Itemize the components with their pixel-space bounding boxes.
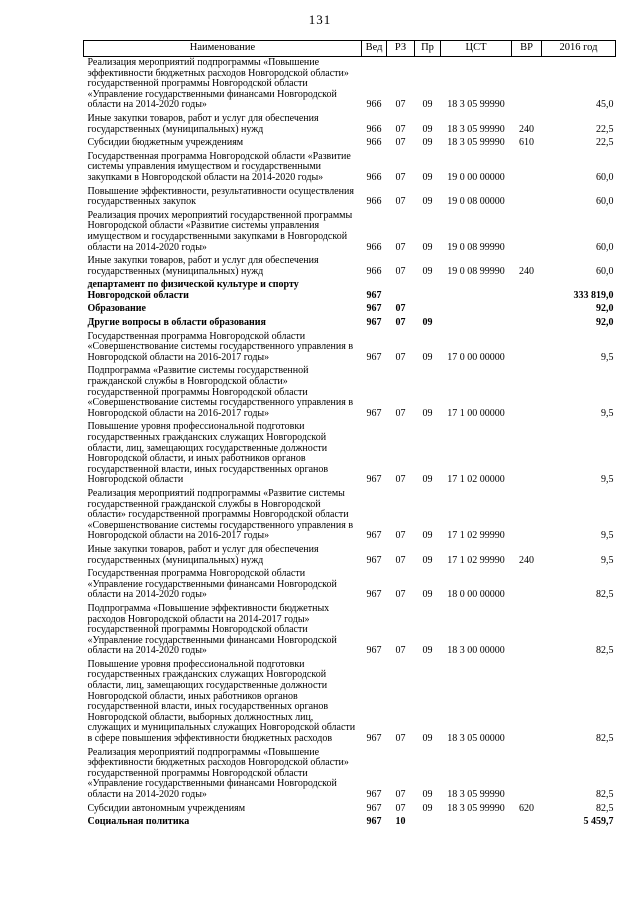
table-body — [84, 57, 616, 830]
cell-amount: 60,0 — [596, 171, 614, 183]
cell-name: Подпрограмма «Повышение эффективности бюджетных расходов Новгородской области на 2014-2017 годы» государственной программы Новгородской области «Управление государственными финансами Новгородской области на 2014-2020 годы» — [87, 602, 337, 657]
cell-vr: 620 — [519, 802, 534, 814]
cell-amount: 22,5 — [596, 137, 614, 149]
cell-name: Другие вопросы в области образования — [87, 317, 266, 329]
cell-name: Государственная программа Новгородской области «Развитие системы управления имуществом и государственными закупками в Новгородской области на 2014-2020 годы» — [87, 150, 351, 183]
table-row — [84, 303, 616, 317]
cell-ved: 967 — [366, 733, 382, 745]
cell-vr — [512, 747, 542, 803]
cell-cst: 19 0 08 00000 — [447, 196, 505, 208]
cell-vr — [512, 603, 542, 659]
cell-pr — [415, 816, 441, 830]
table-row — [84, 421, 616, 488]
cell-ved: 967 — [366, 303, 382, 315]
cell-cst — [441, 279, 512, 303]
cell-amount: 9,5 — [601, 530, 614, 542]
cell-ved: 966 — [366, 99, 382, 111]
cell-vr — [512, 186, 542, 210]
cell-name: Реализация мероприятий подпрограммы «Повышение эффективности бюджетных расходов Новгородской области» государственной программы Новгородской области «Управление государственными финансами Новгородской области на 2014-2020 годы» — [87, 57, 349, 111]
cell-amount: 92,0 — [596, 303, 614, 315]
cell-pr — [415, 279, 441, 303]
cell-rz: 07 — [395, 554, 406, 566]
cell-vr — [512, 303, 542, 317]
cell-name: Подпрограмма «Развитие системы государственной гражданской службы в Новгородской области» государственной программы Новгородской области «Совершенствование системы государственного управления в Новгородской области на 2016-2017 годы» — [87, 365, 354, 419]
cell-pr: 09 — [422, 265, 433, 277]
cell-cst: 17 1 00 00000 — [447, 407, 505, 419]
cell-ved: 967 — [366, 554, 382, 566]
cell-ved: 967 — [366, 645, 382, 657]
cell-amount: 22,5 — [596, 123, 614, 135]
cell-cst: 19 0 08 99990 — [447, 241, 505, 253]
cell-name: Реализация мероприятий подпрограммы «Повышение эффективности бюджетных расходов Новгородской области» государственной программы Новгородской области «Управление государственными финансами Новгородской области на 2014-2020 годы» — [87, 746, 349, 800]
cell-vr: 240 — [519, 554, 534, 566]
cell-amount: 82,5 — [596, 645, 614, 657]
cell-pr — [415, 303, 441, 317]
cell-ved: 967 — [366, 816, 382, 828]
cell-vr: 240 — [519, 265, 534, 277]
cell-amount: 60,0 — [596, 196, 614, 208]
cell-rz: 10 — [395, 816, 406, 828]
cell-amount: 9,5 — [601, 351, 614, 363]
cell-cst: 18 3 00 00000 — [447, 645, 505, 657]
cell-ved: 966 — [366, 171, 382, 183]
cell-ved: 966 — [366, 241, 382, 253]
cell-rz: 07 — [395, 407, 406, 419]
cell-rz: 07 — [395, 99, 406, 111]
cell-cst: 18 3 05 99990 — [447, 137, 505, 149]
cell-rz: 07 — [395, 171, 406, 183]
cell-vr — [512, 421, 542, 488]
cell-rz: 07 — [395, 802, 406, 814]
cell-pr: 09 — [422, 171, 433, 183]
cell-rz: 07 — [395, 196, 406, 208]
cell-rz: 07 — [395, 265, 406, 277]
cell-vr — [512, 568, 542, 603]
cell-name: Субсидии автономным учреждениям — [87, 802, 246, 814]
cell-amount: 5 459,7 — [583, 816, 614, 828]
cell-rz: 07 — [395, 733, 406, 745]
cell-pr: 09 — [422, 317, 433, 329]
cell-vr — [512, 210, 542, 255]
cell-name: Реализация мероприятий подпрограммы «Развитие системы государственной гражданской службы в Новгородской области» государственной программы Новгородской области «Совершенствование системы государственного управления в Новгородской области на 2016-2017 годы» — [87, 487, 354, 542]
cell-vr — [512, 816, 542, 830]
table-row — [84, 488, 616, 544]
cell-rz: 07 — [395, 351, 406, 363]
page-number: 131 — [308, 12, 332, 27]
cell-cst: 18 3 05 99990 — [447, 802, 505, 814]
cell-amount: 9,5 — [601, 554, 614, 566]
cell-rz: 07 — [395, 589, 406, 601]
cell-cst — [441, 317, 512, 331]
table-row — [84, 317, 616, 331]
cell-rz: 07 — [395, 241, 406, 253]
column-header-vr: ВР — [512, 41, 542, 57]
cell-pr: 09 — [422, 351, 433, 363]
cell-ved: 967 — [366, 789, 382, 800]
cell-cst: 17 1 02 99990 — [447, 554, 505, 566]
cell-rz: 07 — [395, 123, 406, 135]
cell-name: Иные закупки товаров, работ и услуг для обеспечения государственных (муниципальных) нужд — [87, 112, 319, 135]
cell-ved: 966 — [366, 137, 382, 149]
cell-cst: 19 0 00 00000 — [447, 171, 505, 183]
cell-amount: 82,5 — [596, 789, 614, 800]
cell-ved: 967 — [366, 474, 382, 486]
cell-name: Государственная программа Новгородской области «Совершенствование системы государственного управления в Новгородской области на 2016-2017 годы» — [87, 330, 354, 363]
cell-pr: 09 — [422, 241, 433, 253]
column-header-name: Наименование — [84, 41, 362, 57]
cell-pr: 09 — [422, 407, 433, 419]
cell-vr — [512, 331, 542, 366]
table-row — [84, 659, 616, 747]
cell-rz: 07 — [395, 137, 406, 149]
cell-ved: 967 — [366, 589, 382, 601]
cell-vr — [512, 151, 542, 186]
column-header-ved: Вед — [362, 41, 387, 57]
table-row — [84, 747, 616, 803]
cell-cst: 17 1 02 00000 — [447, 474, 505, 486]
cell-ved: 966 — [366, 123, 382, 135]
cell-amount: 45,0 — [596, 99, 614, 111]
cell-vr — [512, 279, 542, 303]
cell-cst: 19 0 08 99990 — [447, 265, 505, 277]
cell-amount: 92,0 — [596, 317, 614, 329]
cell-vr — [512, 659, 542, 747]
cell-cst: 17 1 02 99990 — [447, 530, 505, 542]
cell-cst: 18 3 05 00000 — [447, 733, 505, 745]
cell-ved: 967 — [366, 407, 382, 419]
cell-rz: 07 — [395, 474, 406, 486]
table-row — [84, 279, 616, 303]
table-row — [84, 331, 616, 366]
cell-pr: 09 — [422, 123, 433, 135]
cell-amount: 82,5 — [596, 802, 614, 814]
cell-pr: 09 — [422, 802, 433, 814]
cell-rz: 07 — [395, 317, 406, 329]
table-row — [84, 113, 616, 137]
cell-name: Образование — [87, 303, 146, 315]
cell-name: Социальная политика — [87, 816, 190, 828]
cell-amount: 60,0 — [596, 241, 614, 253]
table-row — [84, 255, 616, 279]
cell-pr: 09 — [422, 733, 433, 745]
cell-cst: 18 3 05 99990 — [447, 99, 505, 111]
cell-cst — [441, 816, 512, 830]
table-row — [84, 365, 616, 421]
cell-ved: 967 — [366, 530, 382, 542]
cell-vr: 240 — [519, 123, 534, 135]
cell-rz: 07 — [395, 645, 406, 657]
cell-name: Иные закупки товаров, работ и услуг для обеспечения государственных (муниципальных) нужд — [87, 543, 319, 566]
cell-vr — [512, 317, 542, 331]
column-header-cst: ЦСТ — [441, 41, 512, 57]
table-row — [84, 816, 616, 830]
cell-name: Повышение уровня профессиональной подготовки государственных гражданских служащих Новгородской области, лиц, замещающих государственные должности Новгородской области, иных работников органов государственной власти, иных государственных органов Новгородской области, выборных должностных лиц, служащих и муниципальных служащих Новгородской области в сфере повышения эффективности бюджетных расходов — [87, 658, 356, 745]
table-row — [84, 151, 616, 186]
table-row — [84, 544, 616, 568]
table-row — [84, 210, 616, 255]
cell-pr: 09 — [422, 137, 433, 149]
cell-name: Повышение уровня профессиональной подготовки государственных гражданских служащих Новгородской области, лиц, замещающих государственные должности Новгородской области, и иных работников органов государственной власти, иных государственных органов Новгородской области — [87, 421, 329, 486]
cell-vr — [512, 488, 542, 544]
cell-cst: 18 3 05 99990 — [447, 789, 505, 800]
cell-name: департамент по физической культуре и спорту Новгородской области — [87, 279, 299, 301]
cell-pr: 09 — [422, 645, 433, 657]
cell-pr: 09 — [422, 196, 433, 208]
cell-vr — [512, 365, 542, 421]
cell-ved: 967 — [366, 802, 382, 814]
cell-amount: 9,5 — [601, 474, 614, 486]
table-row — [84, 137, 616, 151]
cell-ved: 967 — [366, 317, 382, 329]
column-header-year: 2016 год — [542, 41, 616, 57]
cell-pr: 09 — [422, 530, 433, 542]
cell-name: Субсидии бюджетным учреждениям — [87, 137, 244, 149]
cell-pr: 09 — [422, 554, 433, 566]
table-header-row — [84, 41, 616, 57]
table-row — [84, 568, 616, 603]
table-row — [84, 186, 616, 210]
cell-pr: 09 — [422, 474, 433, 486]
cell-ved: 967 — [366, 351, 382, 363]
cell-vr — [512, 57, 542, 113]
cell-name: Иные закупки товаров, работ и услуг для обеспечения государственных (муниципальных) нужд — [87, 255, 319, 277]
cell-name: Государственная программа Новгородской области «Управление государственными финансами Новгородской области на 2014-2020 годы» — [87, 568, 337, 601]
cell-pr: 09 — [422, 589, 433, 601]
cell-cst: 17 0 00 00000 — [447, 351, 505, 363]
cell-cst — [441, 303, 512, 317]
cell-vr: 610 — [519, 137, 534, 149]
cell-amount: 9,5 — [601, 407, 614, 419]
cell-rz: 07 — [395, 530, 406, 542]
budget-table — [83, 40, 616, 830]
cell-rz: 07 — [395, 789, 406, 800]
cell-cst: 18 3 05 99990 — [447, 123, 505, 135]
table-row — [84, 803, 616, 817]
cell-amount: 82,5 — [596, 589, 614, 601]
table-row — [84, 603, 616, 659]
table-row — [84, 57, 616, 113]
column-header-rz: РЗ — [387, 41, 415, 57]
cell-ved: 966 — [366, 196, 382, 208]
cell-rz: 07 — [395, 303, 406, 315]
cell-pr: 09 — [422, 99, 433, 111]
column-header-pr: Пр — [415, 41, 441, 57]
cell-pr: 09 — [422, 789, 433, 800]
cell-ved: 967 — [366, 289, 382, 301]
cell-amount: 82,5 — [596, 733, 614, 745]
cell-cst: 18 0 00 00000 — [447, 589, 505, 601]
cell-rz — [387, 279, 415, 303]
cell-name: Повышение эффективности, результативности осуществления государственных закупок — [87, 185, 354, 208]
cell-amount: 60,0 — [596, 265, 614, 277]
cell-name: Реализация прочих мероприятий государственной программы Новгородской области «Развитие системы управления имуществом и государственными закупками в Новгородской области на 2014-2020 годы» — [87, 209, 353, 253]
cell-ved: 966 — [366, 265, 382, 277]
cell-amount: 333 819,0 — [573, 289, 614, 301]
